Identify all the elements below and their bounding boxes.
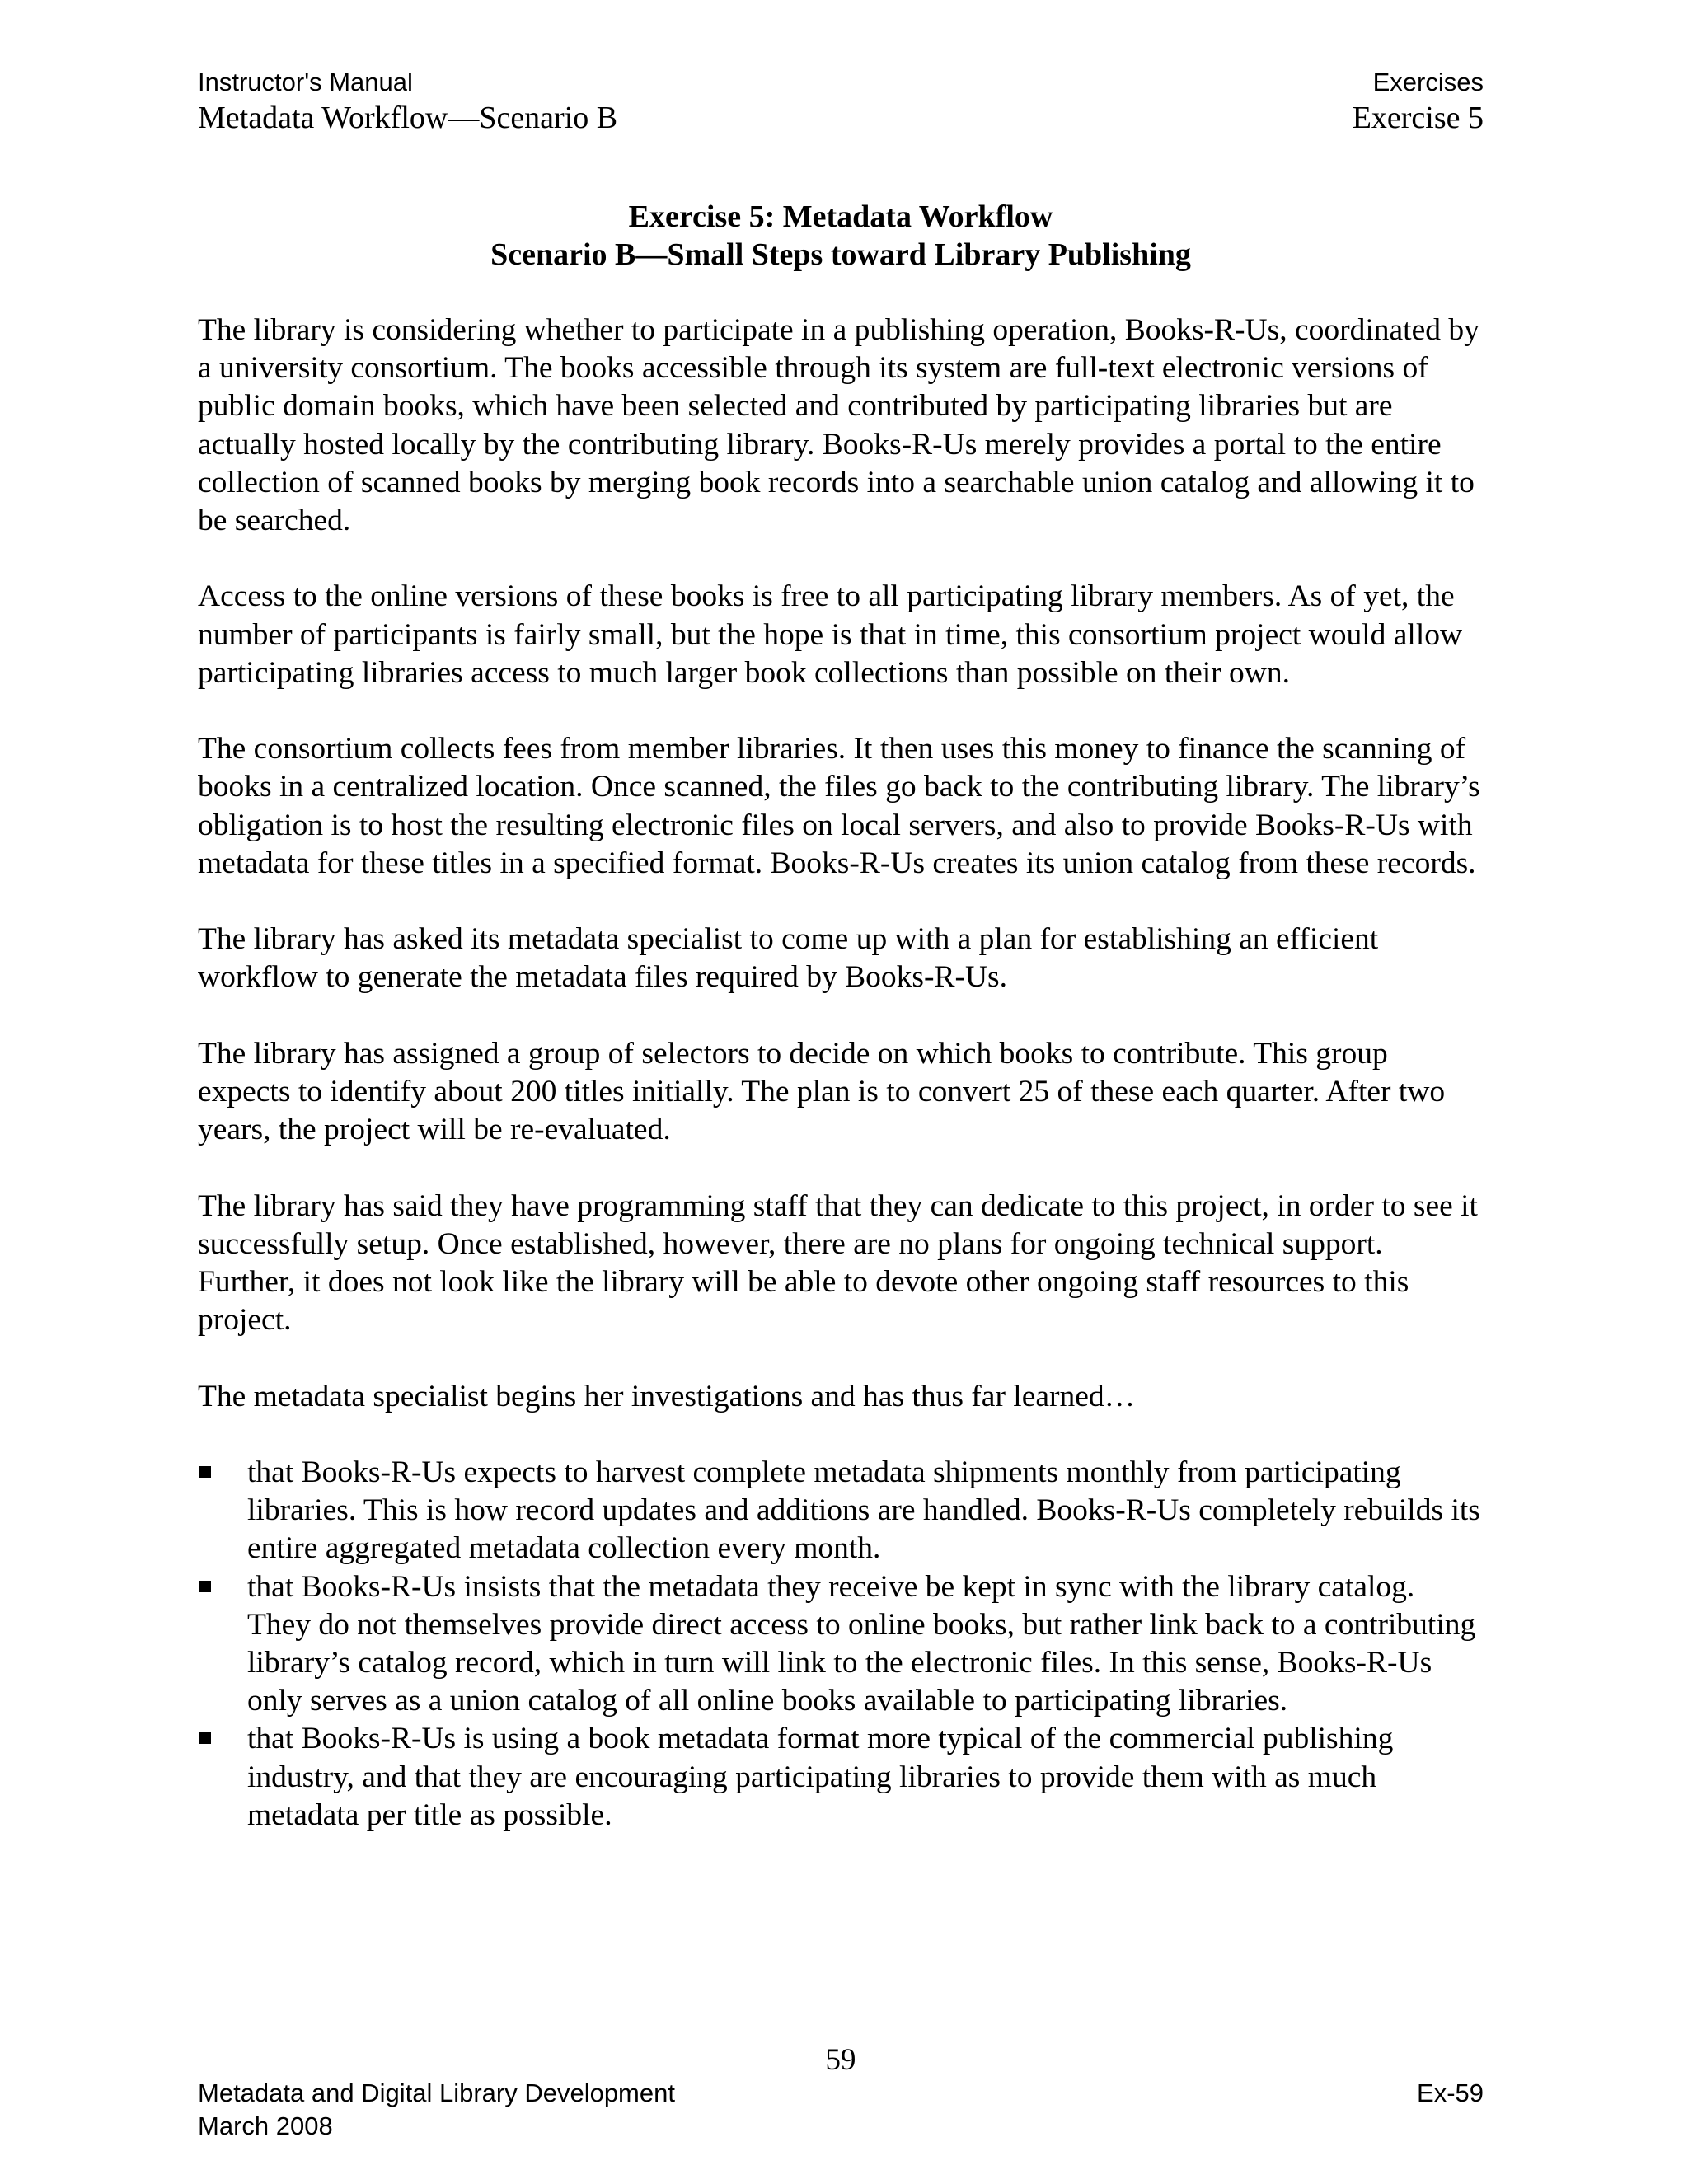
body-paragraph-4: The library has asked its metadata specialist to come up with a plan for establishing an efficient workflow to generate the metadata files required by Books-R-Us. [198, 922, 1379, 995]
footer-date: March 2008 [198, 2111, 333, 2140]
page-number: 59 [825, 2043, 856, 2077]
square-bullet-icon [199, 1466, 211, 1478]
exercise-title-line1: Exercise 5: Metadata Workflow [628, 199, 1053, 234]
body-paragraph-3: The consortium collects fees from member libraries. It then uses this money to finance the scanning of books in a centralized location. Once scanned, the files go back to the contributing library. The library’s obligation is to host the resulting electronic files on local servers, and also to provide Books-R-Us with metadata for these titles in a specified format. Books-R-Us creates its union catalog from these records. [198, 732, 1480, 880]
header-exercise-label: Exercise 5 [1352, 101, 1484, 135]
square-bullet-icon [199, 1581, 211, 1592]
exercise-body [198, 312, 1484, 1835]
page-header [198, 66, 1484, 137]
body-paragraph-2: Access to the online versions of these books is free to all participating library members. As of yet, the number of participants is fairly small, but the hope is that in time, this consortium project would allow participating libraries access to much larger book collections than possible on their own. [198, 579, 1463, 690]
body-paragraph-1: The library is considering whether to participate in a publishing operation, Books-R-Us, coordinated by a university consortium. The books accessible through its system are full-text electronic versions of public domain books, which have been selected and contributed by participating libraries but are actually hosted locally by the contributing library. Books-R-Us merely provides a portal to the entire collection of scanned books by merging book records into a searchable union catalog and allowing it to be searched. [198, 313, 1479, 538]
list-item-text: that Books-R-Us insists that the metadata they receive be kept in sync with the library catalog. They do not themselves provide direct access to online books, but rather link back to a contributing library’s catalog record, which in turn will link to the electronic files. In this sense, Books-R-Us only serves as a union catalog of all online books available to participating libraries. [247, 1569, 1476, 1718]
square-bullet-icon [199, 1732, 211, 1744]
document-page [198, 66, 1484, 2159]
body-paragraph-6: The library has said they have programming staff that they can dedicate to this project, in order to see it successfully setup. Once established, however, there are no plans for ongoing technical support. Further, it does not look like the library will be able to devote other ongoing staff resources to this project. [198, 1188, 1478, 1338]
exercise-title-line2: Scenario B—Small Steps toward Library Publishing [490, 237, 1191, 272]
page-footer [198, 2077, 1484, 2143]
header-manual-label: Instructor's Manual [198, 68, 413, 96]
header-topic-label: Metadata Workflow—Scenario B [198, 101, 618, 135]
body-paragraph-7: The metadata specialist begins her investigations and has thus far learned… [198, 1379, 1136, 1413]
findings-list [198, 1454, 1484, 1835]
list-item-text: that Books-R-Us expects to harvest complete metadata shipments monthly from participating libraries. This is how record updates and additions are handled. Books-R-Us completely rebuilds its entire aggregated metadata collection every month. [247, 1455, 1480, 1566]
list-item-text: that Books-R-Us is using a book metadata format more typical of the commercial publishing industry, and that they are encouraging participating libraries to provide them with as much metadata per title as possible. [247, 1722, 1394, 1832]
exercise-title [198, 198, 1484, 274]
list-item [198, 1720, 1484, 1835]
footer-course-title: Metadata and Digital Library Development [198, 2079, 675, 2107]
header-section-label: Exercises [1372, 68, 1484, 96]
body-paragraph-5: The library has assigned a group of selectors to decide on which books to contribute. This group expects to identify about 200 titles initially. The plan is to convert 25 of these each quarter. After two years, the project will be re-evaluated. [198, 1036, 1446, 1147]
footer-page-code: Ex-59 [1417, 2079, 1484, 2107]
list-item [198, 1454, 1484, 1568]
list-item [198, 1568, 1484, 1721]
